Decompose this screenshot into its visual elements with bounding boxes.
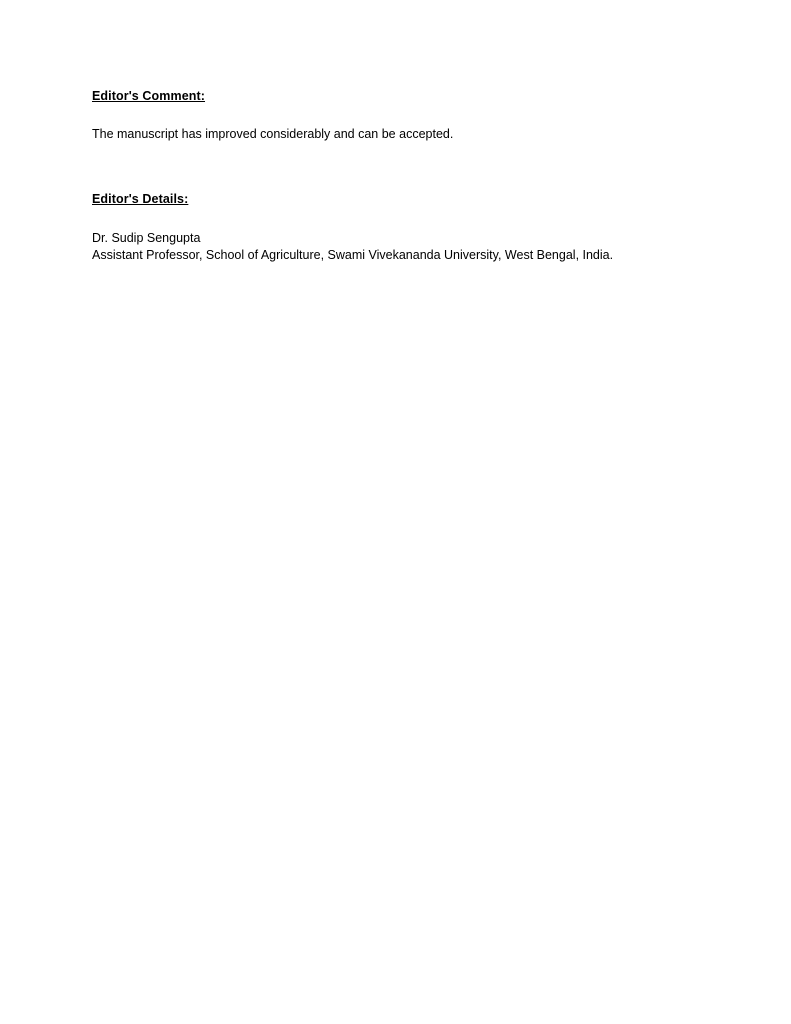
editors-details-heading: Editor's Details: [92,191,189,206]
document-content [92,88,702,264]
editors-comment-text: The manuscript has improved considerably and can be accepted. [92,126,454,141]
spacer [92,143,702,191]
editors-comment-heading: Editor's Comment: [92,89,206,103]
editor-name: Dr. Sudip Sengupta [92,230,201,245]
spacer [92,105,702,126]
editor-affiliation: Assistant Professor, School of Agriculture, Swami Vivekananda University, West Bengal, India. [92,247,614,262]
spacer [92,208,702,230]
